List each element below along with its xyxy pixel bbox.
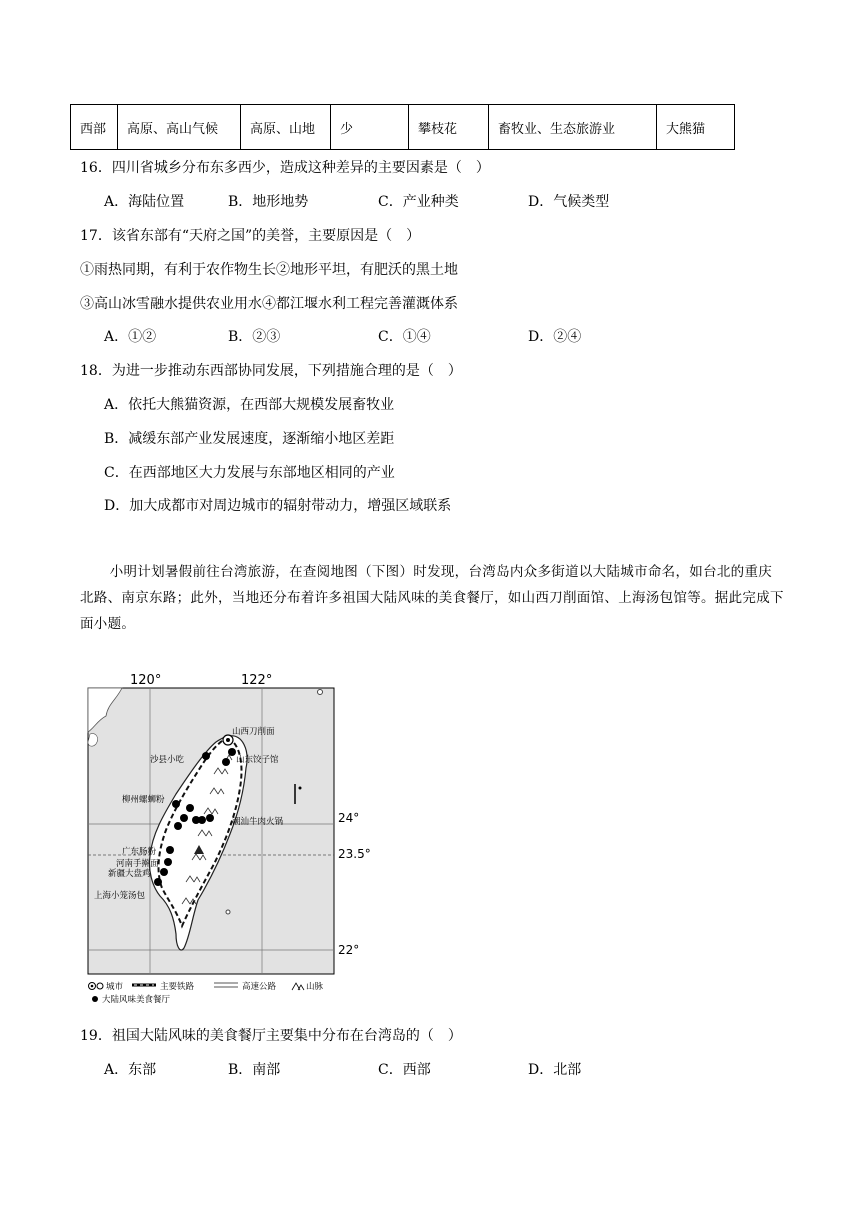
option-d[interactable]: D．气候类型: [528, 194, 610, 210]
island-mark: [226, 910, 230, 914]
option-b[interactable]: B．②③: [228, 329, 281, 345]
option-d[interactable]: D．加大成都市对周边城市的辐射带动力，增强区域联系: [104, 498, 452, 514]
taiwan-map: [86, 664, 371, 1005]
table-cell: 少: [331, 105, 409, 150]
table-cell: 大熊猫: [657, 105, 735, 150]
table-cell: 西部: [71, 105, 118, 150]
legend-label: 主要铁路: [160, 982, 195, 992]
reading-passage: 小明计划暑假前往台湾旅游，在查阅地图（下图）时发现，台湾岛内众多街道以大陆城市命名，如台北的重庆北路、南京东路；此外，当地还分布着许多祖国大陆风味的美食餐厅，如山西刀削面馆、上海汤包馆等。据此完成下面小题。: [80, 564, 784, 632]
question-17-options: [104, 327, 824, 347]
option-c[interactable]: C．①④: [378, 329, 431, 345]
question-17-statement-2: ③高山冰雪融水提供农业用水④都江堰水利工程完善灌溉体系: [80, 296, 458, 312]
option-a[interactable]: A．①②: [104, 329, 157, 345]
question-16-stem: 16．四川省城乡分布东多西少，造成这种差异的主要因素是（ ）: [80, 160, 490, 176]
legend-label: 城市: [106, 982, 124, 992]
mountain-legend-icon: [292, 983, 304, 990]
option-a[interactable]: A．东部: [104, 1062, 157, 1078]
question-19-stem: 19．祖国大陆风味的美食餐厅主要集中分布在台湾岛的（ ）: [80, 1028, 462, 1044]
restaurant-legend-icon: [92, 996, 98, 1002]
restaurant-label: 柳州螺蛳粉: [122, 795, 165, 805]
option-b[interactable]: B．南部: [228, 1062, 281, 1078]
question-16-options: [104, 192, 824, 212]
city-legend-icon: [97, 983, 103, 989]
lat-label-24: 24°: [338, 811, 360, 825]
restaurant-label: 河南手擀面: [116, 859, 159, 869]
table-cell: 高原、高山气候: [118, 105, 241, 150]
city-legend-icon: [91, 985, 94, 988]
table-cell: 畜牧业、生态旅游业: [489, 105, 657, 150]
restaurant-label: 山西刀削面: [232, 727, 275, 737]
option-a[interactable]: A．海陆位置: [104, 194, 185, 210]
option-b[interactable]: B．减缓东部产业发展速度，逐渐缩小地区差距: [104, 431, 395, 447]
table-row: [71, 105, 735, 150]
restaurant-label: 潮汕牛肉火锅: [232, 817, 284, 827]
map-legend: [89, 981, 324, 1005]
question-17-stem: 17．该省东部有“天府之国”的美誉，主要原因是（ ）: [80, 228, 421, 244]
lat-label-23-5: 23.5°: [338, 847, 371, 861]
table-cell: 高原、山地: [241, 105, 331, 150]
table-cell: 攀枝花: [409, 105, 489, 150]
option-c[interactable]: C．西部: [378, 1062, 431, 1078]
legend-label: 高速公路: [242, 982, 277, 992]
legend-label: 山脉: [306, 982, 324, 992]
option-c[interactable]: C．在西部地区大力发展与东部地区相同的产业: [104, 465, 395, 481]
city-marker-capital: [226, 738, 230, 742]
restaurant-label: 新疆大盘鸡: [108, 869, 151, 879]
lat-label-22: 22°: [338, 943, 360, 957]
restaurant-label: 上海小笼汤包: [94, 891, 146, 901]
island-mark: [299, 787, 302, 790]
restaurant-label: 沙县小吃: [150, 755, 185, 765]
option-b[interactable]: B．地形地势: [228, 194, 309, 210]
option-a[interactable]: A．依托大熊猫资源，在西部大规模发展畜牧业: [104, 397, 395, 413]
restaurant-label: 广东肠粉: [122, 847, 157, 857]
lon-label-122: 122°: [241, 673, 273, 688]
question-17-statement-1: ①雨热同期，有利于农作物生长②地形平坦，有肥沃的黑土地: [80, 262, 458, 278]
question-19-options: [104, 1060, 824, 1080]
legend-label: 大陆风味美食餐厅: [102, 995, 171, 1005]
option-c[interactable]: C．产业种类: [378, 194, 459, 210]
option-d[interactable]: D．②④: [528, 329, 582, 345]
lon-label-120: 120°: [130, 673, 162, 688]
restaurant-label: 山东饺子馆: [236, 755, 279, 765]
island-mark: [318, 690, 323, 695]
question-18-stem: 18．为进一步推动东西部协同发展，下列措施合理的是（ ）: [80, 363, 462, 379]
option-d[interactable]: D．北部: [528, 1062, 582, 1078]
region-table: [70, 104, 735, 150]
